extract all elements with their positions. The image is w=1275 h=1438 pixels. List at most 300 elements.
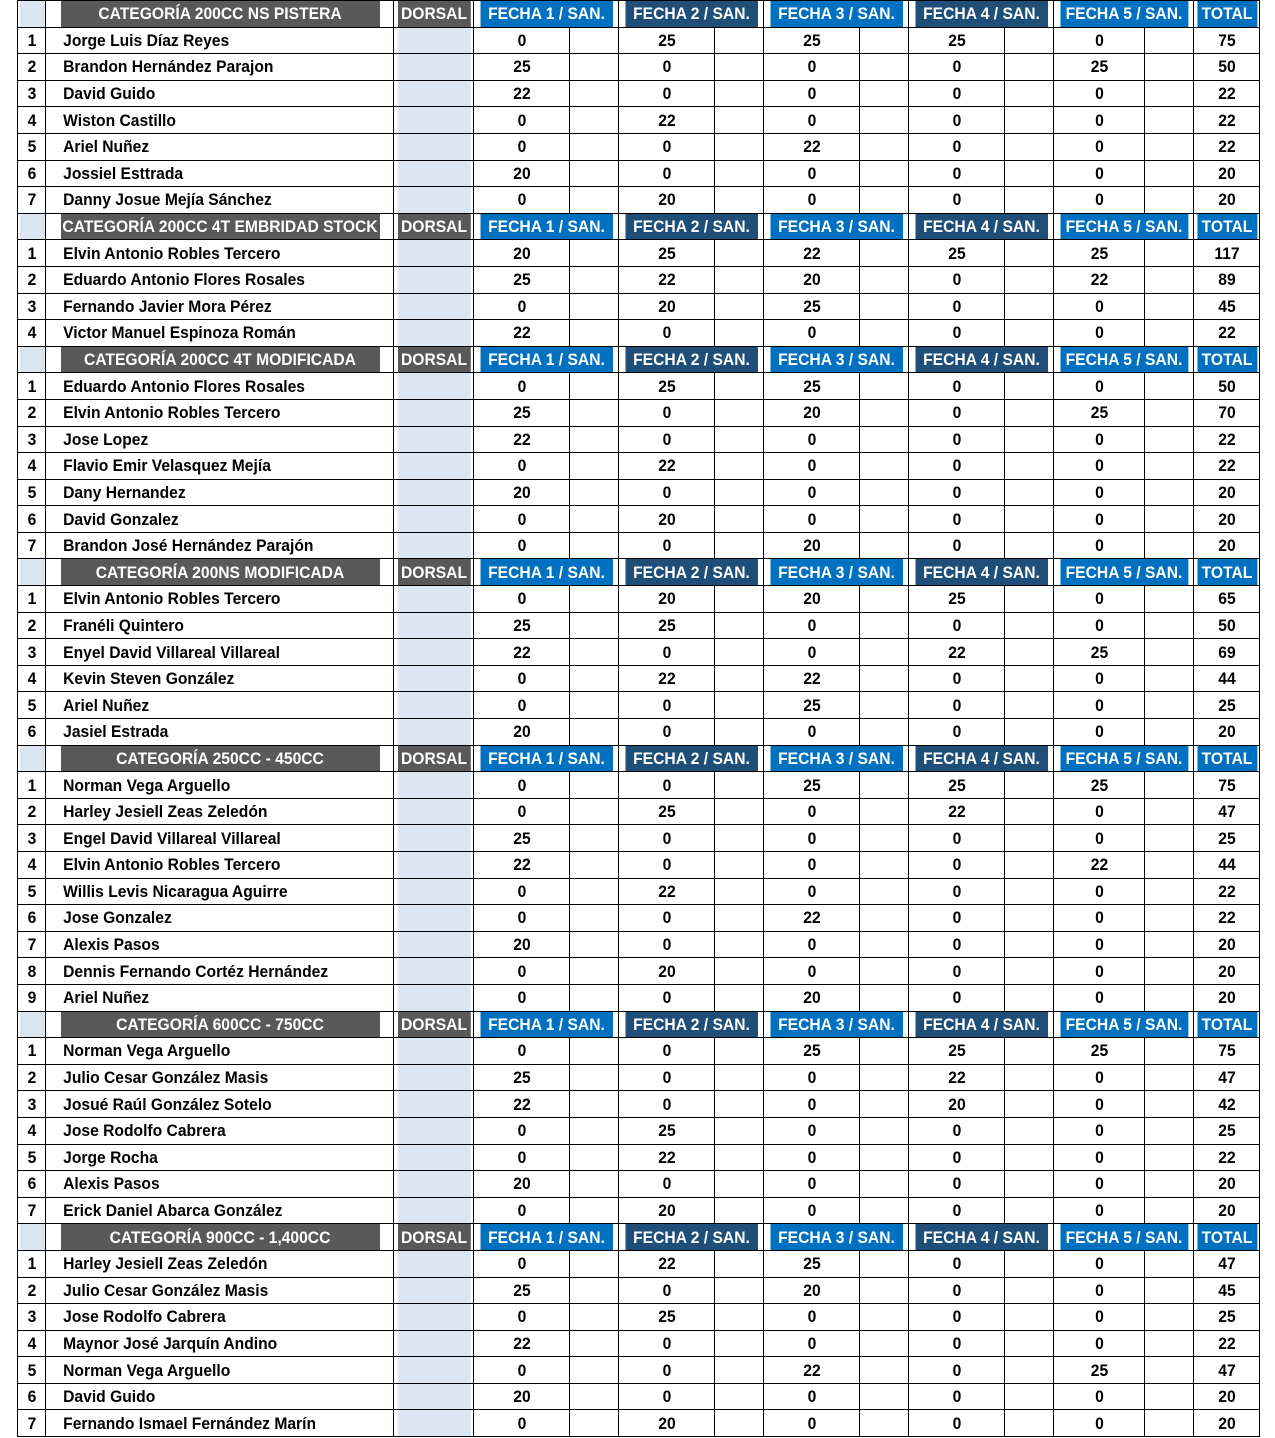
total-points-cell: 47 (1196, 1064, 1257, 1091)
sanction-cell (716, 187, 761, 214)
sanction-cell (861, 1038, 906, 1065)
sanction-cell (1146, 1171, 1191, 1198)
total-points-cell: 75 (1196, 1038, 1257, 1065)
rider-name-cell: Jorge Luis Díaz Reyes (59, 27, 379, 54)
sanction-cell (1146, 878, 1191, 905)
dorsal-cell (397, 931, 471, 958)
sanction-cell (571, 133, 616, 160)
dorsal-cell (397, 1197, 471, 1224)
total-points-cell: 44 (1196, 852, 1257, 879)
dorsal-cell (397, 532, 471, 559)
dorsal-cell (397, 984, 471, 1011)
sanction-cell (571, 1383, 616, 1410)
position-cell: 6 (19, 160, 45, 187)
fecha2-points-cell: 0 (622, 1357, 710, 1384)
sanction-cell (571, 825, 616, 852)
position-cell: 5 (19, 479, 45, 506)
fecha5-points-cell: 0 (1057, 1330, 1141, 1357)
sanction-cell (1006, 1383, 1051, 1410)
position-cell: 1 (19, 586, 45, 613)
fecha3-points-cell: 0 (767, 1171, 855, 1198)
dorsal-cell (397, 107, 471, 134)
fecha4-points-cell: 0 (912, 426, 1000, 453)
header-corner-cell (19, 745, 45, 772)
fecha2-points-cell: 20 (622, 958, 710, 985)
fecha3-points-cell: 20 (767, 586, 855, 613)
fecha5-points-cell: 25 (1057, 1357, 1141, 1384)
dorsal-cell (397, 719, 471, 746)
dorsal-cell (397, 373, 471, 400)
position-cell: 3 (19, 825, 45, 852)
total-points-cell: 20 (1196, 931, 1257, 958)
sanction-cell (716, 54, 761, 81)
sanction-cell (1006, 1410, 1051, 1437)
sanction-cell (571, 1277, 616, 1304)
fecha3-points-cell: 25 (767, 1038, 855, 1065)
header-corner-cell (19, 559, 45, 586)
fecha2-points-cell: 0 (622, 1038, 710, 1065)
sanction-cell (571, 1410, 616, 1437)
dorsal-cell (397, 586, 471, 613)
sanction-cell (571, 426, 616, 453)
position-cell: 2 (19, 1277, 45, 1304)
sanction-cell (861, 772, 906, 799)
sanction-cell (1146, 692, 1191, 719)
sanction-cell (1006, 692, 1051, 719)
sanction-cell (571, 1117, 616, 1144)
sanction-cell (1006, 453, 1051, 480)
sanction-cell (716, 984, 761, 1011)
fecha5-points-cell: 0 (1057, 984, 1141, 1011)
fecha2-points-cell: 25 (622, 612, 710, 639)
fecha5-header: FECHA 5 / SAN. (1059, 346, 1188, 373)
fecha3-points-cell: 20 (767, 532, 855, 559)
table-row (18, 1171, 1260, 1198)
sanction-cell (861, 1197, 906, 1224)
rider-name-cell: Jose Lopez (59, 426, 379, 453)
fecha1-points-cell: 25 (477, 825, 565, 852)
fecha3-points-cell: 22 (767, 665, 855, 692)
fecha2-points-cell: 0 (622, 80, 710, 107)
dorsal-cell (397, 506, 471, 533)
position-cell: 2 (19, 266, 45, 293)
category-header-row (18, 346, 1260, 373)
sanction-cell (1006, 160, 1051, 187)
fecha2-points-cell: 0 (622, 852, 710, 879)
sanction-cell (1006, 240, 1051, 267)
sanction-cell (716, 240, 761, 267)
total-points-cell: 20 (1196, 479, 1257, 506)
fecha3-points-cell: 0 (767, 1144, 855, 1171)
sanction-cell (571, 293, 616, 320)
fecha2-points-cell: 25 (622, 27, 710, 54)
sanction-cell (571, 586, 616, 613)
sanction-cell (571, 878, 616, 905)
position-cell: 6 (19, 719, 45, 746)
table-row (18, 506, 1260, 533)
sanction-cell (716, 1064, 761, 1091)
table-row (18, 160, 1260, 187)
sanction-cell (1006, 1357, 1051, 1384)
rider-name-cell: Willis Levis Nicaragua Aguirre (59, 878, 379, 905)
sanction-cell (1006, 373, 1051, 400)
sanction-cell (861, 905, 906, 932)
fecha1-header: FECHA 1 / SAN. (479, 346, 612, 373)
fecha5-points-cell: 0 (1057, 27, 1141, 54)
fecha4-header: FECHA 4 / SAN. (914, 745, 1047, 772)
fecha1-points-cell: 0 (477, 665, 565, 692)
position-cell: 2 (19, 798, 45, 825)
sanction-cell (1146, 852, 1191, 879)
rider-name-cell: David Gonzalez (59, 506, 379, 533)
dorsal-cell (397, 320, 471, 347)
fecha2-points-cell: 25 (622, 373, 710, 400)
total-points-cell: 22 (1196, 133, 1257, 160)
table-row (18, 187, 1260, 214)
rider-name-cell: Engel David Villareal Villareal (59, 825, 379, 852)
dorsal-cell (397, 1091, 471, 1118)
total-points-cell: 42 (1196, 1091, 1257, 1118)
sanction-cell (1146, 772, 1191, 799)
fecha4-points-cell: 0 (912, 399, 1000, 426)
table-row (18, 1277, 1260, 1304)
fecha1-points-cell: 25 (477, 1277, 565, 1304)
fecha1-points-cell: 0 (477, 878, 565, 905)
table-row (18, 1330, 1260, 1357)
fecha2-points-cell: 0 (622, 772, 710, 799)
sanction-cell (716, 639, 761, 666)
sanction-cell (1146, 160, 1191, 187)
position-cell: 1 (19, 772, 45, 799)
position-cell: 7 (19, 1197, 45, 1224)
fecha1-points-cell: 22 (477, 80, 565, 107)
fecha3-points-cell: 0 (767, 80, 855, 107)
sanction-cell (861, 612, 906, 639)
fecha4-points-cell: 20 (912, 1091, 1000, 1118)
category-title: CATEGORÍA 900CC - 1,400CC (59, 1224, 379, 1251)
dorsal-cell (397, 399, 471, 426)
total-points-cell: 25 (1196, 692, 1257, 719)
position-cell: 9 (19, 984, 45, 1011)
sanction-cell (716, 1117, 761, 1144)
total-points-cell: 50 (1196, 373, 1257, 400)
rider-name-cell: Enyel David Villareal Villareal (59, 639, 379, 666)
header-corner-cell (19, 1011, 45, 1038)
sanction-cell (861, 532, 906, 559)
fecha3-points-cell: 22 (767, 905, 855, 932)
total-points-cell: 47 (1196, 1357, 1257, 1384)
table-row (18, 692, 1260, 719)
sanction-cell (716, 1357, 761, 1384)
dorsal-header: DORSAL (397, 559, 471, 586)
dorsal-header: DORSAL (397, 213, 471, 240)
table-row (18, 1144, 1260, 1171)
total-header: TOTAL (1196, 346, 1257, 373)
position-cell: 7 (19, 931, 45, 958)
sanction-cell (1146, 479, 1191, 506)
sanction-cell (861, 665, 906, 692)
sanction-cell (571, 1064, 616, 1091)
table-row (18, 27, 1260, 54)
fecha5-points-cell: 0 (1057, 426, 1141, 453)
sanction-cell (861, 506, 906, 533)
sanction-cell (571, 772, 616, 799)
sanction-cell (1146, 931, 1191, 958)
fecha2-points-cell: 0 (622, 320, 710, 347)
sanction-cell (571, 187, 616, 214)
fecha4-points-cell: 0 (912, 293, 1000, 320)
fecha3-points-cell: 0 (767, 320, 855, 347)
sanction-cell (1146, 453, 1191, 480)
rider-name-cell: Ariel Nuñez (59, 133, 379, 160)
sanction-cell (1146, 187, 1191, 214)
dorsal-cell (397, 479, 471, 506)
fecha4-points-cell: 0 (912, 825, 1000, 852)
fecha1-points-cell: 0 (477, 692, 565, 719)
sanction-cell (861, 931, 906, 958)
fecha4-points-cell: 0 (912, 1383, 1000, 1410)
rider-name-cell: Danny Josue Mejía Sánchez (59, 187, 379, 214)
fecha1-points-cell: 0 (477, 453, 565, 480)
position-cell: 2 (19, 612, 45, 639)
fecha5-points-cell: 0 (1057, 612, 1141, 639)
fecha2-header: FECHA 2 / SAN. (624, 346, 757, 373)
sanction-cell (861, 1064, 906, 1091)
fecha4-points-cell: 0 (912, 1117, 1000, 1144)
total-header: TOTAL (1196, 559, 1257, 586)
fecha4-points-cell: 25 (912, 1038, 1000, 1065)
sanction-cell (1006, 852, 1051, 879)
rider-name-cell: Ariel Nuñez (59, 692, 379, 719)
dorsal-cell (397, 878, 471, 905)
fecha4-points-cell: 0 (912, 984, 1000, 1011)
table-row (18, 984, 1260, 1011)
fecha4-header: FECHA 4 / SAN. (914, 559, 1047, 586)
fecha3-header: FECHA 3 / SAN. (769, 213, 902, 240)
fecha5-points-cell: 25 (1057, 54, 1141, 81)
sanction-cell (716, 586, 761, 613)
sanction-cell (861, 1410, 906, 1437)
position-cell: 3 (19, 1304, 45, 1331)
sanction-cell (1146, 240, 1191, 267)
fecha1-header: FECHA 1 / SAN. (479, 213, 612, 240)
fecha1-points-cell: 0 (477, 1304, 565, 1331)
fecha4-points-cell: 0 (912, 878, 1000, 905)
fecha2-points-cell: 0 (622, 426, 710, 453)
fecha2-points-cell: 0 (622, 1064, 710, 1091)
fecha1-points-cell: 20 (477, 719, 565, 746)
sanction-cell (1006, 1197, 1051, 1224)
fecha5-points-cell: 0 (1057, 1144, 1141, 1171)
fecha5-points-cell: 0 (1057, 586, 1141, 613)
total-points-cell: 22 (1196, 905, 1257, 932)
sanction-cell (1146, 506, 1191, 533)
rider-name-cell: Alexis Pasos (59, 1171, 379, 1198)
fecha3-points-cell: 0 (767, 506, 855, 533)
sanction-cell (1146, 266, 1191, 293)
rider-name-cell: Norman Vega Arguello (59, 1357, 379, 1384)
fecha2-points-cell: 0 (622, 160, 710, 187)
sanction-cell (716, 1330, 761, 1357)
total-points-cell: 45 (1196, 293, 1257, 320)
fecha5-points-cell: 0 (1057, 905, 1141, 932)
sanction-cell (1006, 825, 1051, 852)
table-row (18, 1410, 1260, 1437)
fecha5-points-cell: 0 (1057, 1171, 1141, 1198)
sanction-cell (571, 107, 616, 134)
category-title: CATEGORÍA 200NS MODIFICADA (59, 559, 379, 586)
fecha4-points-cell: 0 (912, 665, 1000, 692)
fecha4-header: FECHA 4 / SAN. (914, 213, 1047, 240)
sanction-cell (861, 1117, 906, 1144)
sanction-cell (1006, 1171, 1051, 1198)
fecha2-points-cell: 20 (622, 1197, 710, 1224)
fecha3-points-cell: 0 (767, 54, 855, 81)
fecha1-points-cell: 0 (477, 586, 565, 613)
fecha2-points-cell: 20 (622, 586, 710, 613)
dorsal-cell (397, 1064, 471, 1091)
fecha3-header: FECHA 3 / SAN. (769, 1011, 902, 1038)
sanction-cell (571, 1330, 616, 1357)
fecha3-points-cell: 0 (767, 187, 855, 214)
fecha5-points-cell: 0 (1057, 958, 1141, 985)
sanction-cell (1006, 984, 1051, 1011)
sanction-cell (716, 1304, 761, 1331)
sanction-cell (1146, 320, 1191, 347)
table-row (18, 54, 1260, 81)
fecha3-points-cell: 0 (767, 1064, 855, 1091)
position-cell: 7 (19, 532, 45, 559)
fecha4-points-cell: 0 (912, 266, 1000, 293)
rider-name-cell: Norman Vega Arguello (59, 772, 379, 799)
fecha3-header: FECHA 3 / SAN. (769, 559, 902, 586)
sanction-cell (861, 825, 906, 852)
fecha1-header: FECHA 1 / SAN. (479, 559, 612, 586)
rider-name-cell: Jose Rodolfo Cabrera (59, 1117, 379, 1144)
fecha2-points-cell: 0 (622, 54, 710, 81)
fecha2-points-cell: 0 (622, 1171, 710, 1198)
fecha5-header: FECHA 5 / SAN. (1059, 213, 1188, 240)
sanction-cell (571, 692, 616, 719)
sanction-cell (861, 266, 906, 293)
fecha2-points-cell: 22 (622, 878, 710, 905)
total-points-cell: 65 (1196, 586, 1257, 613)
sanction-cell (1146, 639, 1191, 666)
fecha1-points-cell: 0 (477, 506, 565, 533)
position-cell: 4 (19, 665, 45, 692)
rider-name-cell: Franéli Quintero (59, 612, 379, 639)
sanction-cell (1006, 586, 1051, 613)
total-points-cell: 45 (1196, 1277, 1257, 1304)
sanction-cell (716, 692, 761, 719)
table-row (18, 1250, 1260, 1277)
sanction-cell (1006, 905, 1051, 932)
rider-name-cell: Harley Jesiell Zeas Zeledón (59, 1250, 379, 1277)
sanction-cell (861, 426, 906, 453)
category-header-row (18, 745, 1260, 772)
sanction-cell (716, 1410, 761, 1437)
sanction-cell (1006, 719, 1051, 746)
sanction-cell (716, 1144, 761, 1171)
sanction-cell (571, 1304, 616, 1331)
table-row (18, 878, 1260, 905)
fecha5-points-cell: 0 (1057, 1117, 1141, 1144)
total-points-cell: 50 (1196, 54, 1257, 81)
table-row (18, 1091, 1260, 1118)
sanction-cell (716, 399, 761, 426)
fecha4-points-cell: 0 (912, 107, 1000, 134)
sanction-cell (861, 479, 906, 506)
sanction-cell (1006, 187, 1051, 214)
fecha3-points-cell: 0 (767, 1197, 855, 1224)
rider-name-cell: Elvin Antonio Robles Tercero (59, 240, 379, 267)
fecha5-points-cell: 0 (1057, 719, 1141, 746)
fecha3-points-cell: 0 (767, 612, 855, 639)
category-header-row (18, 1, 1260, 28)
fecha4-points-cell: 0 (912, 133, 1000, 160)
fecha5-points-cell: 0 (1057, 373, 1141, 400)
fecha2-points-cell: 20 (622, 506, 710, 533)
fecha1-points-cell: 25 (477, 1064, 565, 1091)
dorsal-cell (397, 54, 471, 81)
position-cell: 3 (19, 1091, 45, 1118)
fecha5-points-cell: 22 (1057, 266, 1141, 293)
dorsal-cell (397, 665, 471, 692)
total-points-cell: 22 (1196, 80, 1257, 107)
sanction-cell (571, 1171, 616, 1198)
total-points-cell: 47 (1196, 798, 1257, 825)
sanction-cell (861, 1277, 906, 1304)
fecha4-points-cell: 0 (912, 612, 1000, 639)
dorsal-cell (397, 692, 471, 719)
dorsal-header: DORSAL (397, 346, 471, 373)
fecha4-header: FECHA 4 / SAN. (914, 1, 1047, 28)
table-row (18, 1383, 1260, 1410)
rider-name-cell: Eduardo Antonio Flores Rosales (59, 266, 379, 293)
sanction-cell (716, 1383, 761, 1410)
fecha2-points-cell: 25 (622, 1304, 710, 1331)
sanction-cell (861, 852, 906, 879)
fecha5-points-cell: 0 (1057, 293, 1141, 320)
fecha1-points-cell: 20 (477, 1171, 565, 1198)
table-row (18, 612, 1260, 639)
fecha4-points-cell: 25 (912, 27, 1000, 54)
dorsal-cell (397, 798, 471, 825)
sanction-cell (1006, 479, 1051, 506)
fecha1-points-cell: 22 (477, 1091, 565, 1118)
fecha5-points-cell: 0 (1057, 692, 1141, 719)
sanction-cell (1006, 1038, 1051, 1065)
dorsal-cell (397, 1277, 471, 1304)
fecha4-points-cell: 0 (912, 1171, 1000, 1198)
sanction-cell (1006, 80, 1051, 107)
fecha2-points-cell: 0 (622, 719, 710, 746)
fecha1-points-cell: 0 (477, 1038, 565, 1065)
rider-name-cell: David Guido (59, 1383, 379, 1410)
fecha4-header: FECHA 4 / SAN. (914, 1011, 1047, 1038)
fecha2-points-cell: 0 (622, 133, 710, 160)
position-cell: 3 (19, 426, 45, 453)
position-cell: 3 (19, 80, 45, 107)
sanction-cell (571, 1091, 616, 1118)
fecha1-points-cell: 22 (477, 1330, 565, 1357)
rider-name-cell: Brandon Hernández Parajon (59, 54, 379, 81)
sanction-cell (1146, 54, 1191, 81)
fecha5-points-cell: 25 (1057, 1038, 1141, 1065)
fecha3-header: FECHA 3 / SAN. (769, 346, 902, 373)
position-cell: 1 (19, 373, 45, 400)
sanction-cell (571, 453, 616, 480)
